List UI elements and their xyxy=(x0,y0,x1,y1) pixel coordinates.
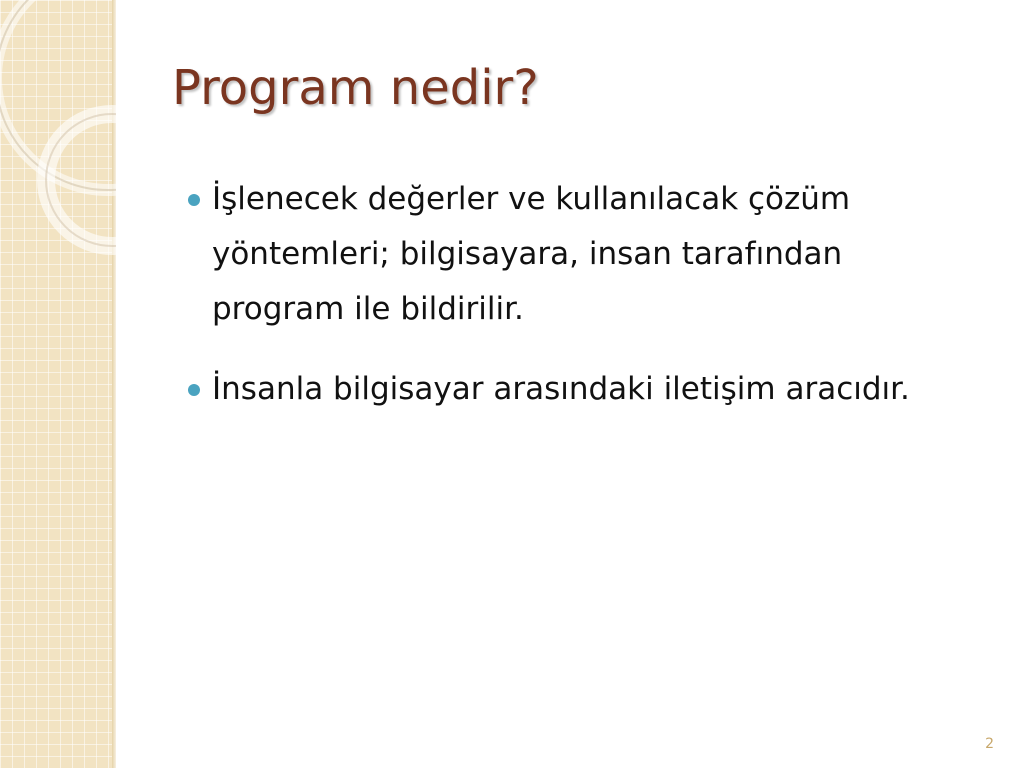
bullet-dot-icon xyxy=(188,384,200,396)
bullet-text: İşlenecek değerler ve kullanılacak çözüm yöntemleri; bilgisayara, insan tarafından program ile bildirilir. xyxy=(212,181,851,327)
ring-decoration-icon xyxy=(0,0,116,768)
bullet-list xyxy=(188,172,978,442)
slide-title: Program nedir? xyxy=(172,60,539,116)
list-item xyxy=(188,362,978,417)
bullet-text: İnsanla bilgisayar arasındaki iletişim aracıdır. xyxy=(212,371,910,407)
bullet-dot-icon xyxy=(188,194,200,206)
list-item xyxy=(188,172,978,337)
page-number: 2 xyxy=(985,736,994,752)
